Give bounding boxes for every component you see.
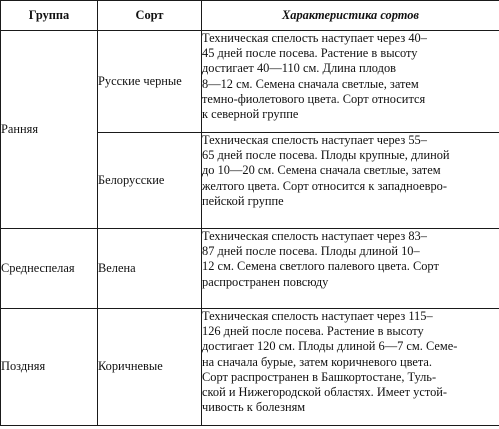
variety-cell: Велена <box>98 229 202 309</box>
header-row <box>1 1 499 31</box>
description-cell <box>202 133 499 229</box>
description-line: до 10—20 см. Семена сначала светлые, затем <box>202 163 441 178</box>
description-line: 65 дней после посева. Плоды крупные, длиной <box>202 148 450 163</box>
header-characteristic: Характеристика сортов <box>202 1 499 31</box>
description-line: распространен повсюду <box>202 274 329 289</box>
header-group: Группа <box>1 1 98 31</box>
description-line: 87 дней после посева. Плоды длиной 10– <box>202 244 420 259</box>
description-cell <box>202 31 499 133</box>
description-line: к северной группе <box>202 107 299 122</box>
description-line: 45 дней после посева. Растение в высоту <box>202 46 418 61</box>
group-cell-early: Ранняя <box>1 31 98 229</box>
table-row <box>1 229 499 309</box>
description-line: Техническая спелость наступает через 40– <box>202 31 427 45</box>
description-line: Сорт распространен в Башкортостане, Туль- <box>202 369 437 384</box>
table-row <box>1 31 499 133</box>
description-line: Техническая спелость наступает через 115– <box>202 309 433 323</box>
description-line: желтого цвета. Сорт относится к западноевро- <box>202 178 447 193</box>
description-line: 12 см. Семена светлого палевого цвета. Сорт <box>202 259 439 274</box>
description-line: 8—12 см. Семена сначала светлые, затем <box>202 76 419 91</box>
description-line: на сначала бурые, затем коричневого цвета. <box>202 354 433 369</box>
description-line: Техническая спелость наступает через 83– <box>202 229 427 243</box>
table-row <box>1 309 499 426</box>
description-cell <box>202 229 499 309</box>
description-line: достигает 120 см. Плоды длиной 6—7 см. Семе- <box>202 339 458 354</box>
description-line: чивость к болезням <box>202 400 306 415</box>
description-line: достигает 40—110 см. Длина плодов <box>202 61 396 76</box>
variety-cell: Белорусские <box>98 133 202 229</box>
variety-cell: Коричневые <box>98 309 202 426</box>
header-variety: Сорт <box>98 1 202 31</box>
description-cell <box>202 309 499 426</box>
description-line: темно-фиолетового цвета. Сорт относится <box>202 91 426 106</box>
description-line: 126 дней после посева. Растение в высоту <box>202 324 424 339</box>
description-line: ской и Нижегородской областях. Имеет устой- <box>202 385 448 400</box>
description-line: Техническая спелость наступает через 55– <box>202 133 427 147</box>
description-line: пейской группе <box>202 193 284 208</box>
variety-cell: Русские черные <box>98 31 202 133</box>
group-cell-mid: Среднеспелая <box>1 229 98 309</box>
group-cell-late: Поздняя <box>1 309 98 426</box>
